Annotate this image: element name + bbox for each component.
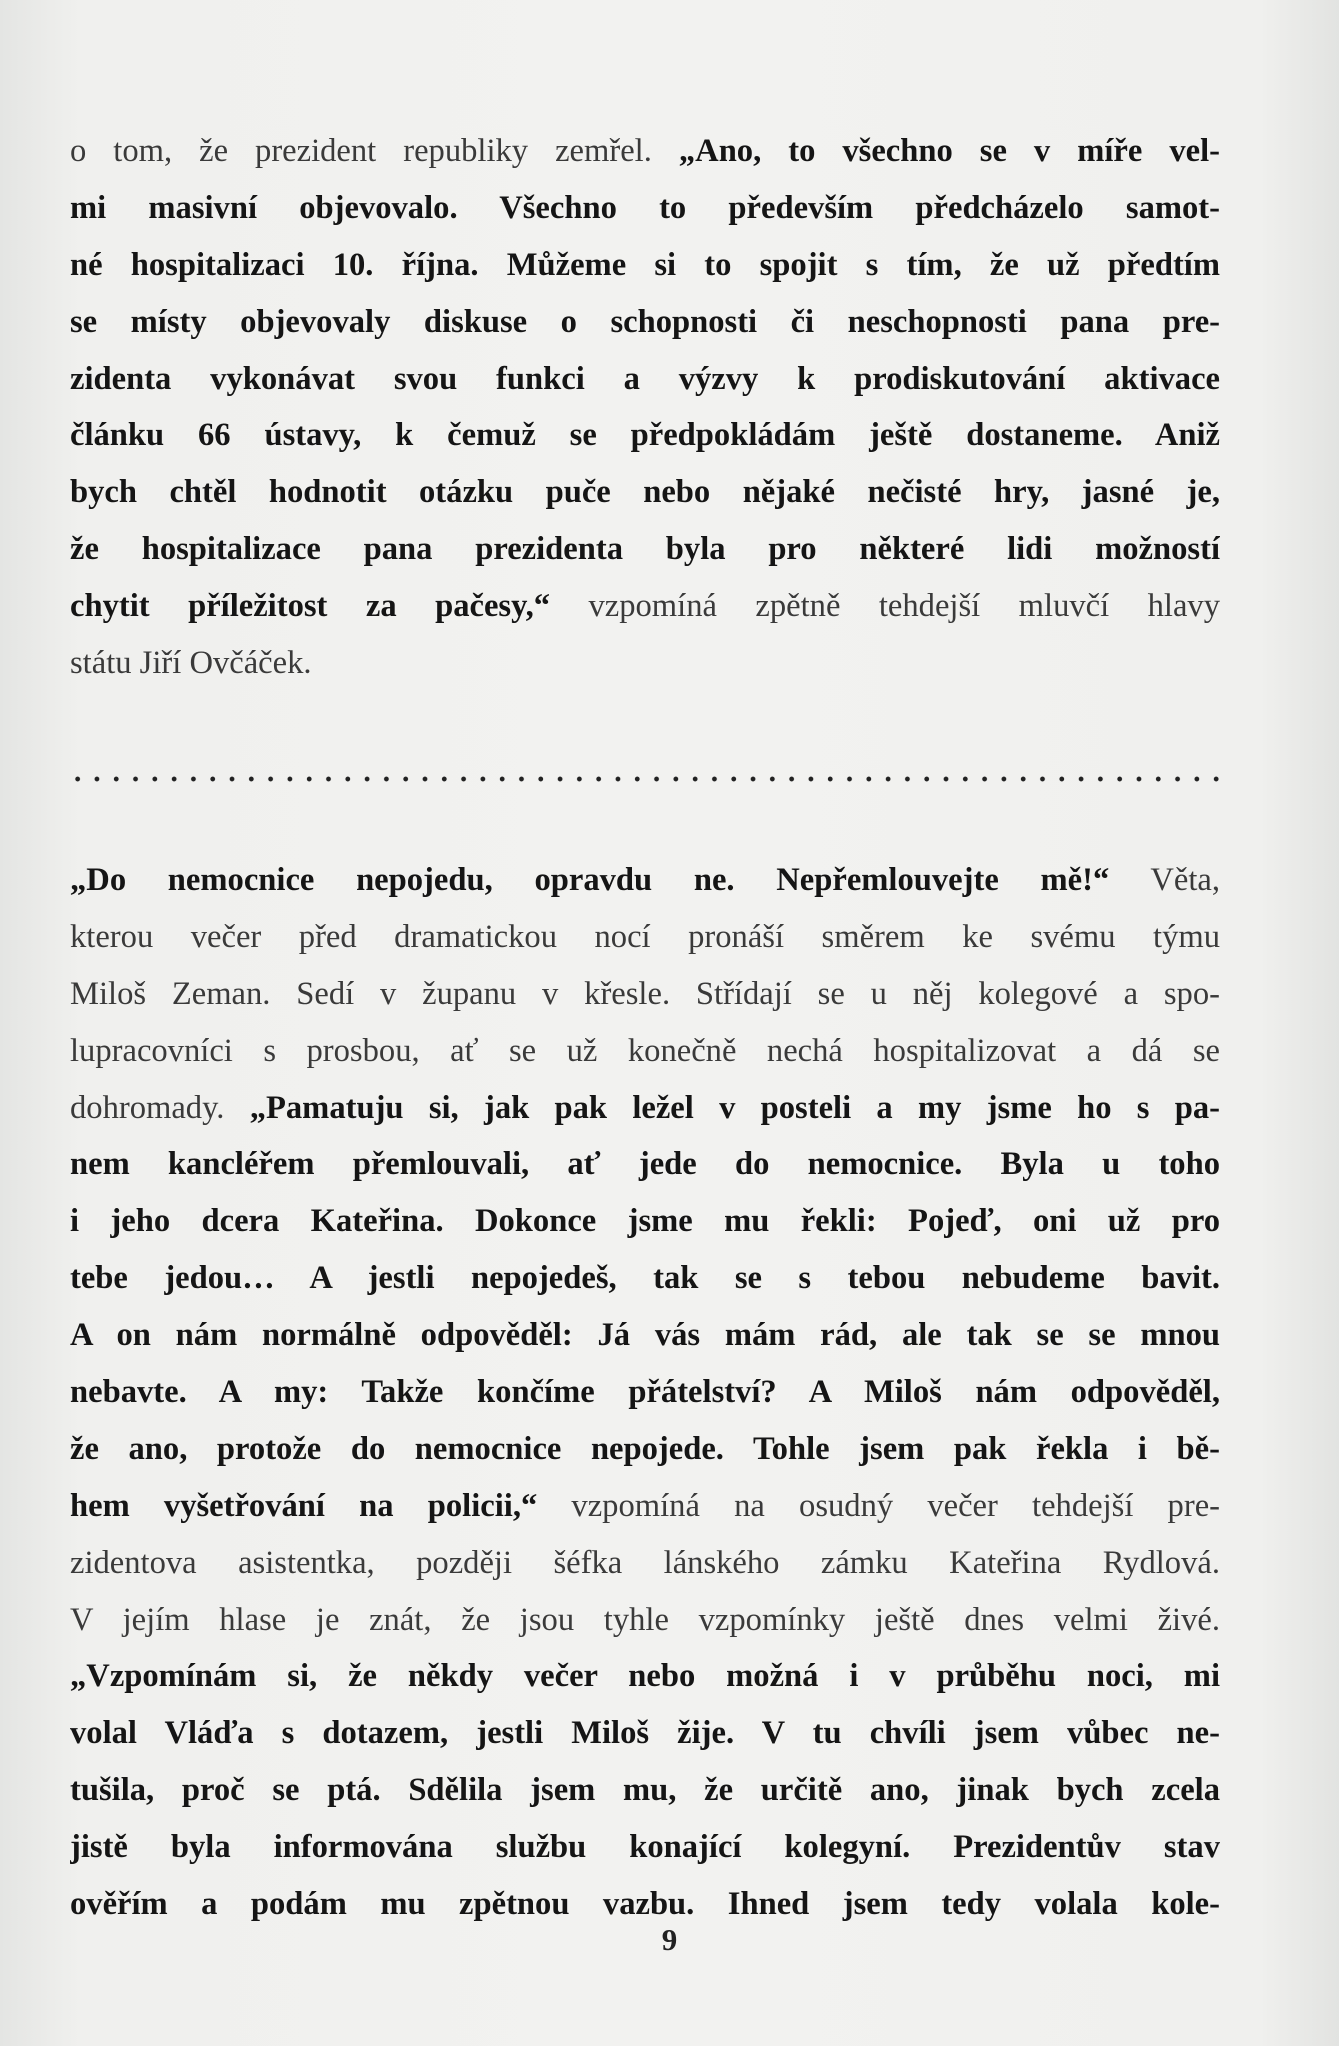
- quote-text: tebe jedou… A jestli nepojedeš, tak se s tebou nebudeme bavit.: [70, 1260, 1220, 1297]
- narration-text: V jejím hlase je znát, že jsou tyhle vzpomínky ještě dnes velmi živé.: [70, 1601, 1220, 1638]
- text-line: [70, 1819, 1220, 1876]
- quote-text: hem vyšetřování na policii,“: [70, 1487, 538, 1524]
- text-line: [70, 1307, 1220, 1364]
- text-line: [70, 180, 1220, 237]
- quote-text: „Ano, to všechno se v míře vel-: [678, 133, 1220, 169]
- text-line: [70, 1080, 1220, 1137]
- quote-text: že ano, protože do nemocnice nepojede. Tohle jsem pak řekla i bě-: [70, 1430, 1220, 1467]
- narration-text: dohromady.: [70, 1089, 250, 1126]
- text-line: [70, 1421, 1220, 1478]
- page-number: 9: [661, 1922, 678, 1957]
- text-line: [70, 464, 1220, 521]
- quote-text: že hospitalizace pana prezidenta byla pro některé lidi možností: [70, 531, 1220, 568]
- narration-text: Věta,: [1109, 862, 1220, 898]
- paragraph-hospitalization-night: [70, 852, 1220, 1933]
- quote-text: i jeho dcera Kateřina. Dokonce jsme mu řekli: Pojeď, oni už pro: [70, 1203, 1220, 1240]
- quote-text: se místy objevovaly diskuse o schopnosti či neschopnosti pana pre-: [70, 303, 1220, 340]
- quote-text: volal Vláďa s dotazem, jestli Miloš žije. V tu chvíli jsem vůbec ne-: [70, 1715, 1220, 1752]
- text-line: [70, 966, 1220, 1023]
- narration-text: vzpomíná zpětně tehdejší mluvčí hlavy: [550, 588, 1220, 625]
- quote-text: ověřím a podám mu zpětnou vazbu. Ihned jsem tedy volala kole-: [70, 1886, 1220, 1923]
- quote-text: článku 66 ústavy, k čemuž se předpokládám ještě dostaneme. Aniž: [70, 417, 1220, 454]
- text-line: [70, 1364, 1220, 1421]
- text-line: [70, 852, 1220, 909]
- quote-text: né hospitalizaci 10. října. Můžeme si to spojit s tím, že už předtím: [70, 246, 1220, 283]
- text-line: [70, 1478, 1220, 1535]
- narration-text: kterou večer před dramatickou nocí pronáší směrem ke svému týmu: [70, 918, 1220, 955]
- section-divider-dotted: [68, 772, 1226, 786]
- text-line: [70, 1535, 1220, 1592]
- quote-text: „Vzpomínám si, že někdy večer nebo možná i v průběhu noci, mi: [70, 1658, 1220, 1695]
- text-line: [70, 521, 1220, 578]
- quote-text: „Do nemocnice nepojedu, opravdu ne. Nepřemlouvejte mě!“: [70, 862, 1110, 898]
- narration-text: Miloš Zeman. Sedí v županu v křesle. Střídají se u něj kolegové a spo-: [70, 975, 1220, 1012]
- text-line: [70, 1136, 1220, 1193]
- text-line: [70, 1592, 1220, 1649]
- narration-text: zidentova asistentka, později šéfka lánského zámku Kateřina Rydlová.: [70, 1544, 1220, 1581]
- text-line: [70, 294, 1220, 351]
- text-line: [70, 351, 1220, 408]
- text-line: [70, 1705, 1220, 1762]
- quote-text: „Pamatuju si, jak pak ležel v posteli a my jsme ho s pa-: [249, 1089, 1220, 1126]
- text-line: [70, 1762, 1220, 1819]
- quote-text: tušila, proč se ptá. Sdělila jsem mu, že určitě ano, jinak bych zcela: [70, 1772, 1220, 1809]
- narration-text: státu Jiří Ovčáček.: [70, 645, 312, 682]
- quote-text: nebavte. A my: Takže končíme přátelství? A Miloš nám odpověděl,: [70, 1374, 1220, 1411]
- narration-text: lupracovníci s prosbou, ať se už konečně nechá hospitalizovat a dá se: [70, 1032, 1220, 1069]
- narration-text: o tom, že prezident republiky zemřel.: [70, 133, 679, 169]
- text-line: [70, 1193, 1220, 1250]
- quote-text: nem kancléřem přemlouvali, ať jede do nemocnice. Byla u toho: [70, 1146, 1220, 1183]
- text-line: [70, 1250, 1220, 1307]
- text-line: [70, 909, 1220, 966]
- text-line: [70, 1023, 1220, 1080]
- narration-text: vzpomíná na osudný večer tehdejší pre-: [537, 1487, 1220, 1524]
- text-line: [70, 1648, 1220, 1705]
- text-line: [70, 237, 1220, 294]
- quote-text: A on nám normálně odpověděl: Já vás mám rád, ale tak se se mnou: [70, 1317, 1220, 1354]
- quote-text: bych chtěl hodnotit otázku puče nebo nějaké nečisté hry, jasné je,: [70, 474, 1220, 511]
- quote-text: chytit příležitost za pačesy,“: [70, 588, 551, 625]
- text-line: [70, 635, 1220, 692]
- paragraph-ovcacek-quote: [70, 123, 1220, 692]
- text-line: [70, 123, 1220, 180]
- quote-text: zidenta vykonávat svou funkci a výzvy k prodiskutování aktivace: [70, 360, 1220, 397]
- quote-text: jistě byla informována službu konající kolegyní. Prezidentův stav: [70, 1829, 1220, 1866]
- quote-text: mi masivní objevovalo. Všechno to především předcházelo samot-: [70, 189, 1220, 226]
- text-line: [70, 407, 1220, 464]
- text-line: [70, 578, 1220, 635]
